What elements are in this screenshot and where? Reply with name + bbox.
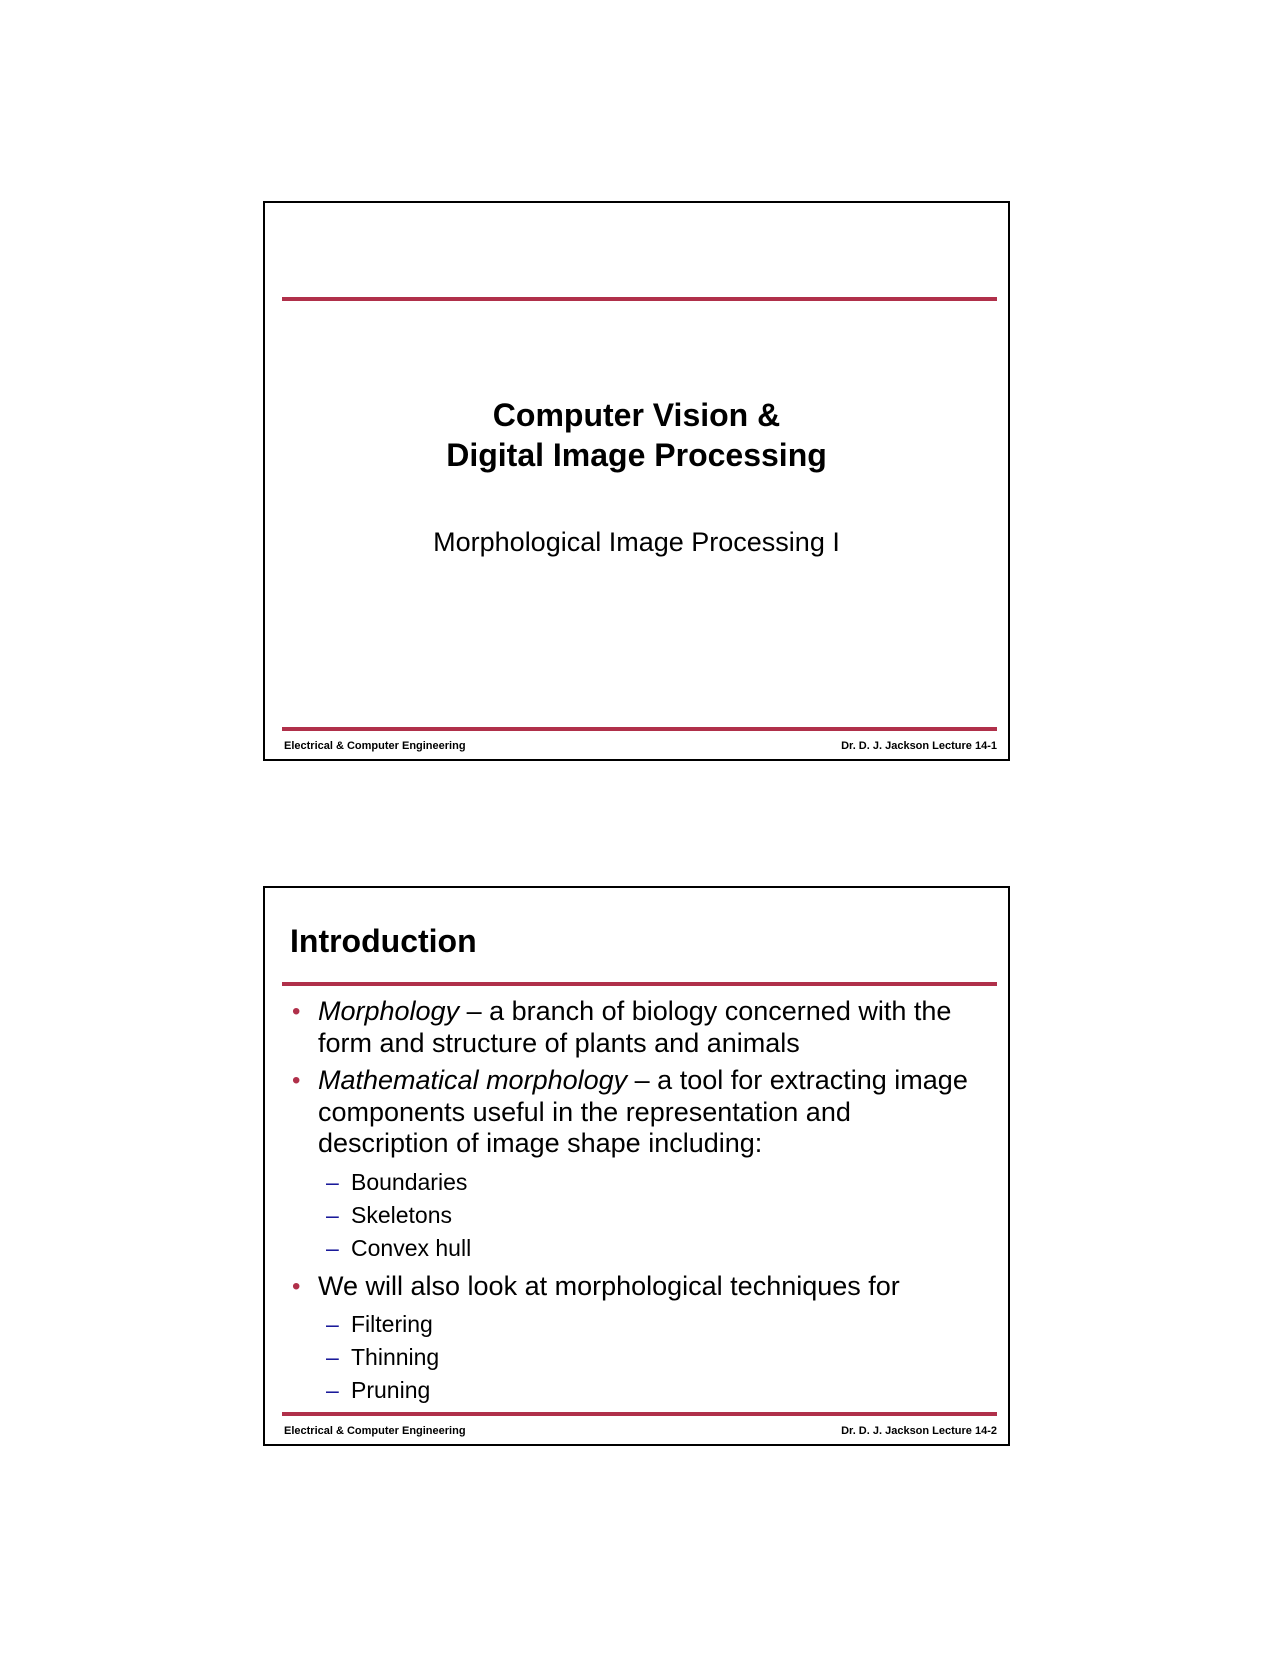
slide-footer [284,739,997,753]
sub-item: – Thinning [290,1341,988,1374]
title-line-1: Computer Vision & [492,397,781,433]
dash-icon: – [326,1344,339,1370]
title-rule [282,297,997,301]
bullet-text: We will also look at morphological techniques for [318,1270,900,1301]
sub-item: – Boundaries [290,1166,988,1199]
slide-1 [263,201,1010,761]
footer-lecture: Dr. D. J. Jackson Lecture 14-1 [841,740,997,752]
sub-item: – Pruning [290,1374,988,1407]
footer-department: Electrical & Computer Engineering [284,1425,466,1437]
title-line-2: Digital Image Processing [446,437,827,473]
footer-lecture: Dr. D. J. Jackson Lecture 14-2 [841,1425,997,1437]
sub-list-techniques [290,1308,988,1407]
bullet-icon: • [292,1067,301,1094]
bullet-list [290,996,988,1413]
bullet-icon: • [292,1272,301,1300]
footer-department: Electrical & Computer Engineering [284,740,466,752]
slide-title [265,395,1008,475]
dash-icon: – [326,1234,339,1261]
bullet-item-1 [290,996,988,1059]
dash-icon: – [326,1311,339,1337]
bullet-text: – a tool for extracting image components useful in the representation and description of image shape including: [318,1065,968,1158]
sub-item: – Convex hull [290,1232,988,1265]
sub-list-shape [290,1166,988,1265]
dash-icon: – [326,1201,339,1228]
bullet-item-3 [290,1271,988,1303]
bullet-term: Mathematical morphology [318,1065,628,1095]
bullet-text: – a branch of biology concerned with the form and structure of plants and animals [318,996,952,1058]
slide-2 [263,886,1010,1446]
sub-item: – Skeletons [290,1199,988,1232]
sub-item: – Filtering [290,1308,988,1341]
footer-rule [282,1412,997,1416]
bullet-item-2 [290,1065,988,1160]
slide-footer [284,1424,997,1438]
title-rule [282,982,997,986]
bullet-icon: • [292,998,301,1025]
slide-heading: Introduction [290,923,477,959]
footer-rule [282,727,997,731]
dash-icon: – [326,1377,339,1403]
bullet-term: Morphology [318,996,460,1026]
dash-icon: – [326,1168,339,1195]
slide-subtitle: Morphological Image Processing I [433,527,840,557]
